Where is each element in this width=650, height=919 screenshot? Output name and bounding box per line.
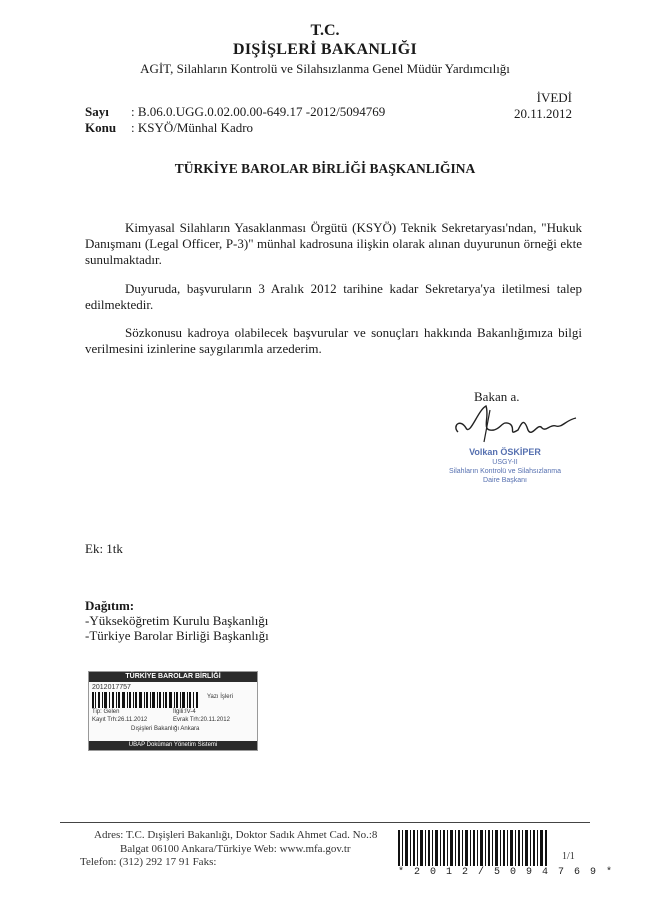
distribution-item: -Türkiye Barolar Birliği Başkanlığı: [85, 628, 269, 643]
konu-row: [85, 120, 253, 136]
body-paragraph-1: Kimyasal Silahların Yasaklanması Örgütü (KSYÖ) Teknik Sekretaryası'ndan, "Hukuk Danışmanı (Legal Officer, P-3)" münhal kadrosuna ilişkin olarak alınan duyurunun örneği ekte sunulmaktadır.: [85, 220, 582, 267]
registry-ilgili: İlgili:IV-4: [173, 709, 196, 715]
handwritten-signature: [450, 402, 590, 447]
header-tc: T.C.: [310, 22, 340, 39]
registry-tip: Tip: Gelen: [92, 709, 120, 715]
urgency-mark: İVEDİ: [536, 90, 572, 105]
attachment-note: Ek: 1tk: [85, 541, 123, 556]
konu-label: Konu: [85, 120, 117, 135]
header-department: AGİT, Silahların Kontrolü ve Silahsızlanma Genel Müdür Yardımcılığı: [140, 61, 510, 76]
registry-label-head: TÜRKİYE BAROLAR BİRLİĞİ: [89, 672, 257, 682]
recipient: TÜRKİYE BAROLAR BİRLİĞİ BAŞKANLIĞINA: [174, 161, 476, 176]
signature-bakan-a: Bakan a.: [474, 389, 520, 404]
registry-org: Dışişleri Bakanlığı Ankara: [131, 726, 200, 732]
document-barcode: [398, 830, 548, 866]
registry-barcode: [92, 692, 202, 708]
registry-label: [88, 671, 258, 751]
registry-evrak: Evrak Trh:20.11.2012: [173, 717, 230, 723]
barcode-text: * 2 0 1 2 / 5 0 9 4 7 6 9 *: [398, 867, 615, 878]
footer-phone: Telefon: (312) 292 17 91 Faks:: [80, 856, 217, 868]
body-paragraph-3: Sözkonusu kadroya olabilecek başvurular ve sonuçları hakkında Bakanlığımıza bilgi verilmesini izinlerine saygılarımla arzederim.: [85, 325, 582, 356]
sayi-label: Sayı: [85, 104, 109, 119]
registry-yazi: Yazı İşleri: [207, 694, 233, 700]
page-number: 1/1: [562, 851, 575, 862]
distribution-title: Dağıtım:: [85, 598, 135, 613]
sayi-value: : B.06.0.UGG.0.02.00.00-649.17 -2012/5094769: [131, 104, 386, 119]
konu-value: : KSYÖ/Münhal Kadro: [131, 120, 254, 135]
footer-rule: [60, 822, 590, 823]
stamp-title-1: USGY-II: [492, 459, 518, 466]
registry-kayit: Kayıt Trh:26.11.2012: [92, 717, 148, 723]
document-date: 20.11.2012: [513, 106, 572, 121]
body-paragraph-2: Duyuruda, başvuruların 3 Aralık 2012 tarihine kadar Sekretarya'ya iletilmesi talep edilmektedir.: [85, 281, 582, 312]
stamp-name: Volkan ÖSKİPER: [469, 447, 541, 457]
footer-address: Adres: T.C. Dışişleri Bakanlığı, Doktor Sadık Ahmet Cad. No.:8: [94, 829, 378, 841]
sayi-row: [85, 104, 385, 120]
stamp-title-3: Daire Başkanı: [483, 477, 527, 484]
footer-city: Balgat 06100 Ankara/Türkiye Web: www.mfa.gov.tr: [120, 843, 351, 855]
registry-label-foot: UBAP Doküman Yönetim Sistemi: [89, 741, 257, 750]
distribution-item: -Yükseköğretim Kurulu Başkanlığı: [85, 613, 269, 628]
header-ministry: DIŞİŞLERİ BAKANLIĞI: [233, 41, 417, 58]
stamp-title-2: Silahların Kontrolü ve Silahsızlanma: [448, 468, 562, 475]
registry-number: 2012017757: [92, 684, 131, 691]
